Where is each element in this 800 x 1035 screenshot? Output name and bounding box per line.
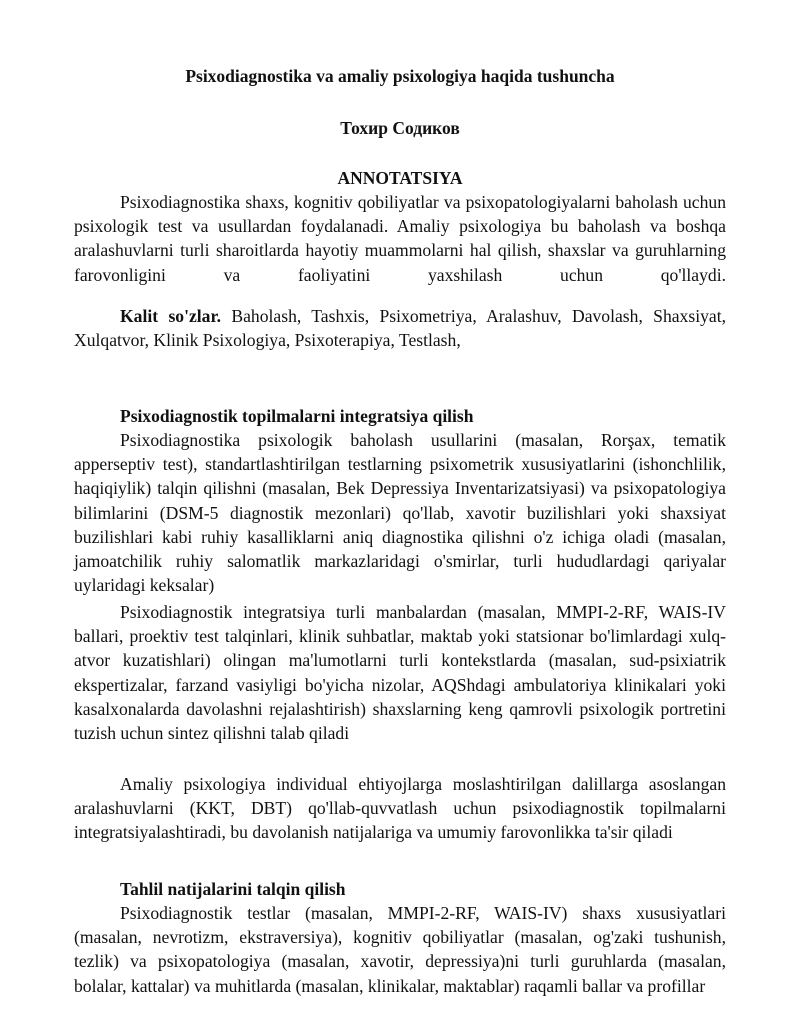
annotation-heading: ANNOTATSIYA [337, 168, 463, 188]
section1-paragraph-2: Psixodiagnostik integratsiya turli manbalardan (masalan, MMPI-2-RF, WAIS-IV ballari, proektiv test talqinlari, klinik suhbatlar, maktab yoki statsionar bo'limlardagi xulq-atvor kuzatishlari) olingan ma'lumotlarni turli kontekstlarda (masalan, sud-psixiatrik ekspertizalar, farzand vasiyligi bo'yicha nizolar, AQShdagi ambulatoriya klinikalari yoki kasalxonalarda davolashni rejalashtirish) shaxslarning keng qamrovli psixologik portretini tuzish uchun sintez qilishni talab qiladi [74, 602, 726, 744]
author-name: Тохир Содиков [340, 118, 460, 138]
section1-paragraph-3: Amaliy psixologiya individual ehtiyojlarga moslashtirilgan dalillarga asoslangan aralashuvlarni (KKT, DBT) qo'llab-quvvatlash uchun psixodiagnostik topilmalarni integratsiyalashtiradi, bu davolanish natijalariga va umumiy farovonlikka ta'sir qiladi [74, 774, 726, 843]
annotation-paragraph: Psixodiagnostika shaxs, kognitiv qobiliyatlar va psixopatologiyalarni baholash uchun psixologik test va usullardan foydalanadi. Amaliy psixologiya bu baholash va boshqa aralashuvlarni turli sharoitlarda hayotiy muammolarni hal qilish, shaxslar va guruhlarning farovonligini va faoliyatini yaxshilash uchun qo'llaydi. [74, 192, 726, 285]
keywords-text: Baholash, Tashxis, Psixometriya, Aralashuv, Davolash, Shaxsiyat, Xulqatvor, Klinik Psixologiya, Psixoterapiya, Testlash, [74, 306, 726, 351]
section-heading-integration: Psixodiagnostik topilmalarni integratsiya qilish [120, 406, 474, 426]
section-heading-interpretation: Tahlil natijalarini talqin qilish [120, 879, 346, 899]
keywords-paragraph [74, 304, 726, 352]
document-title: Psixodiagnostika va amaliy psixologiya haqida tushuncha [185, 66, 615, 86]
keywords-label: Kalit so'zlar. [120, 306, 222, 326]
section1-paragraph-1: Psixodiagnostika psixologik baholash usullarini (masalan, Rorşax, tematik apperseptiv test), standartlashtirilgan testlarning psixometrik xususiyatlarini (ishonchlilik, haqiqiylik) talqin qilishni (masalan, Bek Depressiya Inventarizatsiyasi) va psixopatologiya bilimlarini (DSM-5 diagnostik mezonlari) qo'llab, xavotir buzilishlari yoki shaxsiyat buzilishlari kabi ruhiy kasalliklarni aniq diagnostika qilishni o'z ichiga oladi (masalan, jamoatchilik ruhiy salomatlik markazlaridagi o'smirlar, turli hududlardagi qariyalar uylaridagi keksalar) [74, 430, 726, 596]
section2-paragraph-1: Psixodiagnostik testlar (masalan, MMPI-2-RF, WAIS-IV) shaxs xususiyatlari (masalan, nevrotizm, ekstraversiya), kognitiv qobiliyatlar (masalan, og'zaki tushunish, tezlik) va psixopatologiya (masalan, xavotir, depressiya)ni turli guruhlarda (masalan, bolalar, kattalar) va muhitlarda (masalan, klinikalar, maktablar) raqamli ballar va profillar [74, 903, 726, 996]
